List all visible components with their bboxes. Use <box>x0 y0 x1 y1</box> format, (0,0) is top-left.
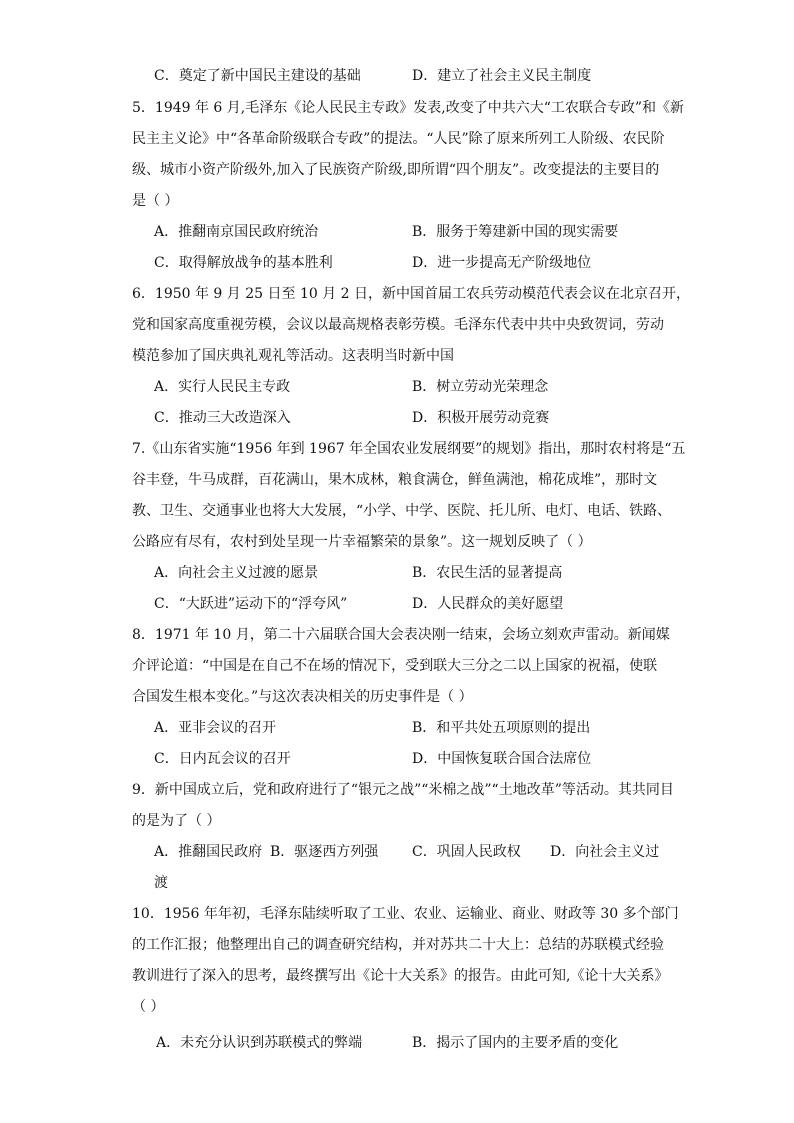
q4-option-d: D．建立了社会主义民主制度 <box>412 68 592 84</box>
q5-option-c: C．取得解放战争的基本胜利 <box>154 255 333 271</box>
q10-option-a: A．未充分认识到苏联模式的弊端 <box>156 1035 363 1051</box>
q8-stem-line-2: 介评论道：“中国是在自己不在场的情况下，受到联大三分之二以上国家的祝福，使联 <box>132 658 658 674</box>
q10-stem-line-3: 教训进行了深入的思考，最终撰写出《论十大关系》的报告。由此可知,《论十大关系》 <box>132 968 669 984</box>
q4-option-c: C．奠定了新中国民主建设的基础 <box>154 68 361 84</box>
q8-option-a: A．亚非会议的召开 <box>154 720 277 736</box>
q7-stem-line-3: 教、卫生、交通事业也将大大发展，“小学、中学、医院、托儿所、电灯、电话、铁路、 <box>132 503 672 519</box>
q5-stem-line-3: 级、城市小资产阶级外,加入了民族资产阶级,即所谓“四个朋友”。改变提法的主要目的 <box>132 162 660 178</box>
q9-option-d-continued: 渡 <box>154 875 168 891</box>
q6-option-c: C．推动三大改造深入 <box>154 410 291 426</box>
q7-stem-line-1: 7.《山东省实施“1956 年到 1967 年全国农业发展纲要”的规划》指出，那时农村将是“五 <box>132 441 686 457</box>
q8-stem-line-3: 合国发生根本变化。”与这次表决相关的历史事件是（ ） <box>132 689 473 705</box>
q6-option-a: A．实行人民民主专政 <box>154 379 291 395</box>
q5-stem-line-1: 5．1949 年 6 月,毛泽东《论人民民主专政》发表,改变了中共六大“工农联合专政”和《新 <box>132 100 685 116</box>
q9-option-b: B．驱逐西方列强 <box>270 844 379 860</box>
q7-option-d: D．人民群众的美好愿望 <box>412 596 564 612</box>
q8-option-d: D．中国恢复联合国合法席位 <box>412 751 592 767</box>
q7-option-c: C．“大跃进”运动下的“浮夸风” <box>154 596 348 612</box>
q9-option-d: D．向社会主义过 <box>550 844 660 860</box>
q9-stem-line-2: 的是为了（ ） <box>132 813 221 829</box>
q8-option-b: B．和平共处五项原则的提出 <box>412 720 591 736</box>
q5-option-b: B．服务于筹建新中国的现实需要 <box>412 224 619 240</box>
q6-stem-line-1: 6．1950 年 9 月 25 日至 10 月 2 日，新中国首届工农兵劳动模范代表会议在北京召开， <box>132 286 691 302</box>
q10-stem-line-4: （ ） <box>132 999 165 1015</box>
q8-stem-line-1: 8．1971 年 10 月，第二十六届联合国大会表决刚一结束，会场立刻欢声雷动。新闻媒 <box>132 627 670 643</box>
q6-stem-line-2: 党和国家高度重视劳模，会议以最高规格表彰劳模。毛泽东代表中共中央致贺词，劳动 <box>132 317 664 333</box>
q10-stem-line-2: 的工作汇报；他整理出自己的调查研究结构，并对苏共二十大上：总结的苏联模式经验 <box>132 937 664 953</box>
q7-option-a: A．向社会主义过渡的愿景 <box>154 565 319 581</box>
q9-option-c: C．巩固人民政权 <box>412 844 521 860</box>
q5-stem-line-4: 是（ ） <box>132 193 179 209</box>
q10-stem-line-1: 10．1956 年年初，毛泽东陆续听取了工业、农业、运输业、商业、财政等 30 多个部门 <box>132 906 679 922</box>
q6-option-d: D．积极开展劳动竞赛 <box>412 410 550 426</box>
q10-option-b: B．揭示了国内的主要矛盾的变化 <box>412 1035 619 1051</box>
q8-option-c: C．日内瓦会议的召开 <box>154 751 291 767</box>
q5-option-a: A．推翻南京国民政府统治 <box>154 224 319 240</box>
q9-option-a: A．推翻国民政府 <box>154 844 263 860</box>
q7-option-b: B．农民生活的显著提高 <box>412 565 563 581</box>
q7-stem-line-4: 公路应有尽有，农村到处呈现一片幸福繁荣的景象”。这一规划反映了（ ） <box>132 534 592 550</box>
q5-stem-line-2: 民主主义论》中“各革命阶级联合专政”的提法。“人民”除了原来所列工人阶级、农民阶 <box>132 131 665 147</box>
q6-option-b: B．树立劳动光荣理念 <box>412 379 549 395</box>
q6-stem-line-3: 模范参加了国庆典礼观礼等活动。这表明当时新中国 <box>132 348 454 364</box>
q5-option-d: D．进一步提高无产阶级地位 <box>412 255 592 271</box>
q7-stem-line-2: 谷丰登，牛马成群，百花满山，果木成林，粮食满仓，鲜鱼满池，棉花成堆”，那时文 <box>132 472 658 488</box>
q9-stem-line-1: 9．新中国成立后，党和政府进行了“银元之战”“米棉之战”“土地改革”等活动。其共同目 <box>132 782 674 798</box>
